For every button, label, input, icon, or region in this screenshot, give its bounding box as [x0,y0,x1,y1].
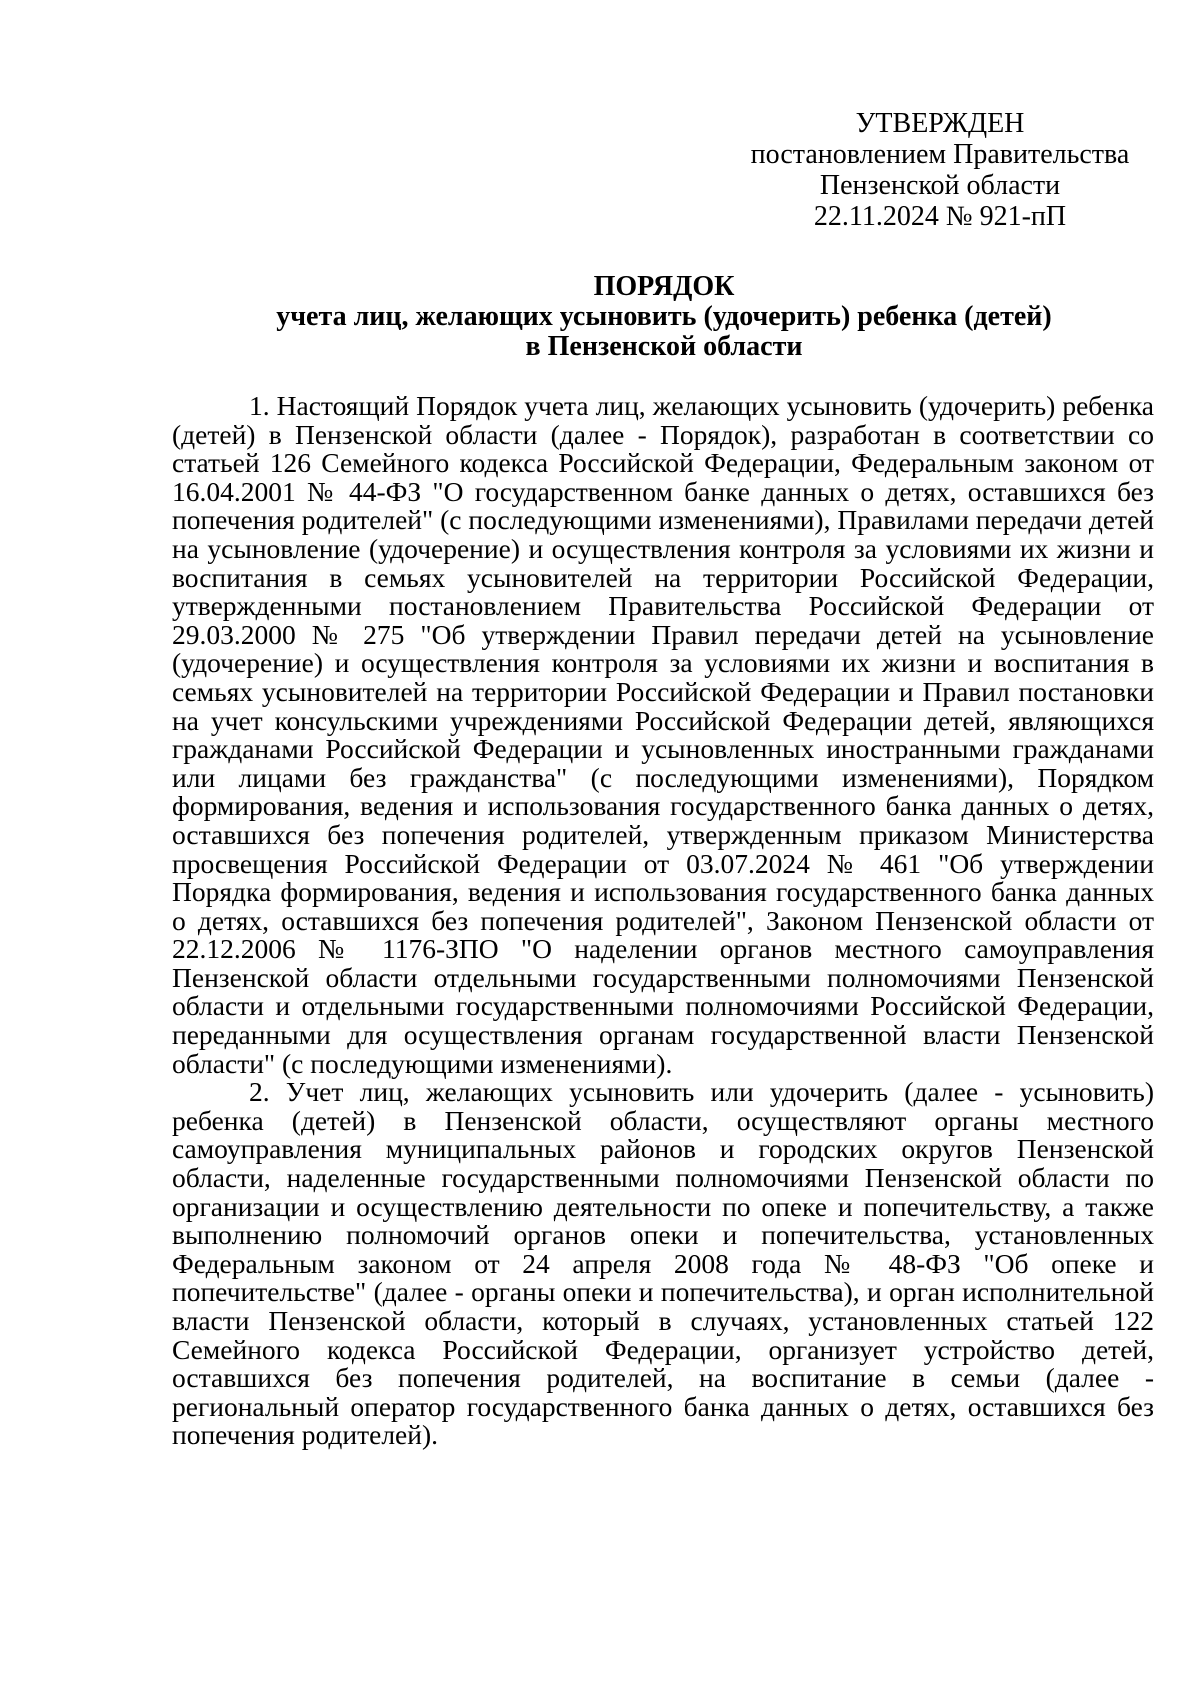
approval-line-resolution: постановлением Правительства [750,139,1130,170]
approval-line-approved: УТВЕРЖДЕН [855,108,1025,139]
paragraph-1: 1. Настоящий Порядок учета лиц, желающих усыновить (удочерить) ребенка (детей) в Пензенской области (далее - Порядок), разработан в соответствии со статьей 126 Семейного кодекса Российской Федерации, Федеральным законом от 16.04.2001 № 44-ФЗ "О государственном банке данных о детях, оставшихся без попечения родителей" (с последующими изменениями), Правилами передачи детей на усыновление (удочерение) и осуществления контроля за условиями их жизни и воспитания в семьях усыновителей на территории Российской Федерации, утвержденными постановлением Правительства Российской Федерации от 29.03.2000 № 275 "Об утверждении Правил передачи детей на усыновление (удочерение) и осуществления контроля за условиями их жизни и воспитания в семьях усыновителей на территории Российской Федерации и Правил постановки на учет консульскими учреждениями Российской Федерации детей, являющихся гражданами Российской Федерации и усыновленных иностранными гражданами или лицами без гражданства" (с последующими изменениями), Порядком формирования, ведения и использования государственного банка данных о детях, оставшихся без попечения родителей, утвержденным приказом Министерства просвещения Российской Федерации от 03.07.2024 № 461 "Об утверждении Порядка формирования, ведения и использования государственного банка данных о детях, оставшихся без попечения родителей", Законом Пензенской области от 22.12.2006 № 1176-ЗПО "О наделении органов местного самоуправления Пензенской области отдельными государственными полномочиями Пензенской области и отдельными государственными полномочиями Российской Федерации, переданными для осуществления органам государственной власти Пензенской области" (с последующими изменениями). [172,390,1154,1079]
document-title [172,272,1156,362]
approval-stamp [700,108,1180,232]
paragraph-2: 2. Учет лиц, желающих усыновить или удочерить (далее - усыновить) ребенка (детей) в Пензенской области, осуществляют органы местного самоуправления муниципальных районов и городских округов Пензенской области, наделенные государственными полномочиями Пензенской области по организации и осуществлению деятельности по опеке и попечительству, а также выполнению полномочий органов опеки и попечительства, установленных Федеральным законом от 24 апреля 2008 года № 48-ФЗ "Об опеке и попечительстве" (далее - органы опеки и попечительства), и орган исполнительной власти Пензенской области, который в случаях, установленных статьей 122 Семейного кодекса Российской Федерации, организует устройство детей, оставшихся без попечения родителей, на воспитание в семьи (далее - региональный оператор государственного банка данных о детях, оставшихся без попечения родителей). [172,1076,1154,1451]
title-subtitle-line2: в Пензенской области [525,331,803,362]
document-body [172,392,1154,1450]
title-subtitle-line1: учета лиц, желающих усыновить (удочерить) ребенка (детей) [276,301,1052,332]
title-heading: ПОРЯДОК [593,271,735,302]
approval-line-date-number: 22.11.2024 № 921-пП [813,201,1067,232]
approval-line-region: Пензенской области [819,170,1061,201]
